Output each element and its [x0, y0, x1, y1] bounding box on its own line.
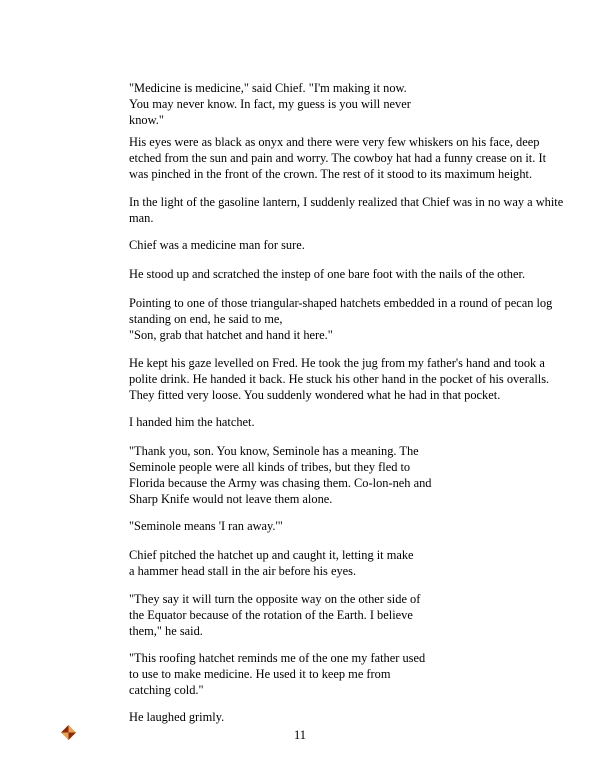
paragraph-5: He stood up and scratched the instep of one bare foot with the nails of the other. — [129, 267, 526, 281]
paragraph-11: Chief pitched the hatchet up and caught it, letting it make a hammer head stall in the air before his eyes. — [129, 548, 414, 578]
paragraph-7: He kept his gaze levelled on Fred. He took the jug from my father's hand and took a polite drink. He handed it back. He stuck his other hand in the pocket of his overalls. They fitted very loose. You suddenly wondered what he had in that pocket. — [129, 356, 550, 402]
paragraph-12: "They say it will turn the opposite way on the other side of the Equator because of the rotation of the Earth. I believe them," he said. — [129, 592, 421, 638]
page-number: 11 — [293, 728, 307, 742]
paragraph-13: "This roofing hatchet reminds me of the one my father used to use to make medicine. He used it to keep me from catching cold." — [129, 651, 426, 697]
paragraph-1: "Medicine is medicine," said Chief. "I'm making it now. You may never know. In fact, my guess is you will never know." — [129, 81, 411, 127]
paragraph-2: His eyes were as black as onyx and there were very few whiskers on his face, deep etched from the sun and pain and worry. The cowboy hat had a funny crease on it. It was pinched in the front of the crown. The rest of it stood to its maximum height. — [129, 135, 547, 181]
paragraph-4: Chief was a medicine man for sure. — [129, 238, 305, 252]
paragraph-9: "Thank you, son. You know, Seminole has a meaning. The Seminole people were all kinds of tribes, but they fled to Florida because the Army was chasing them. Co-lon-neh and Sharp Knife would not leave them alone. — [129, 444, 432, 506]
paragraph-8: I handed him the hatchet. — [129, 415, 255, 429]
paragraph-10: "Seminole means 'I ran away.'" — [129, 519, 283, 533]
paragraph-6: Pointing to one of those triangular-shaped hatchets embedded in a round of pecan log standing on end, he said to me, "Son, grab that hatchet and hand it here." — [129, 296, 553, 342]
paragraph-3: In the light of the gasoline lantern, I suddenly realized that Chief was in no way a white man. — [129, 195, 564, 225]
paragraph-14: He laughed grimly. — [129, 710, 225, 724]
